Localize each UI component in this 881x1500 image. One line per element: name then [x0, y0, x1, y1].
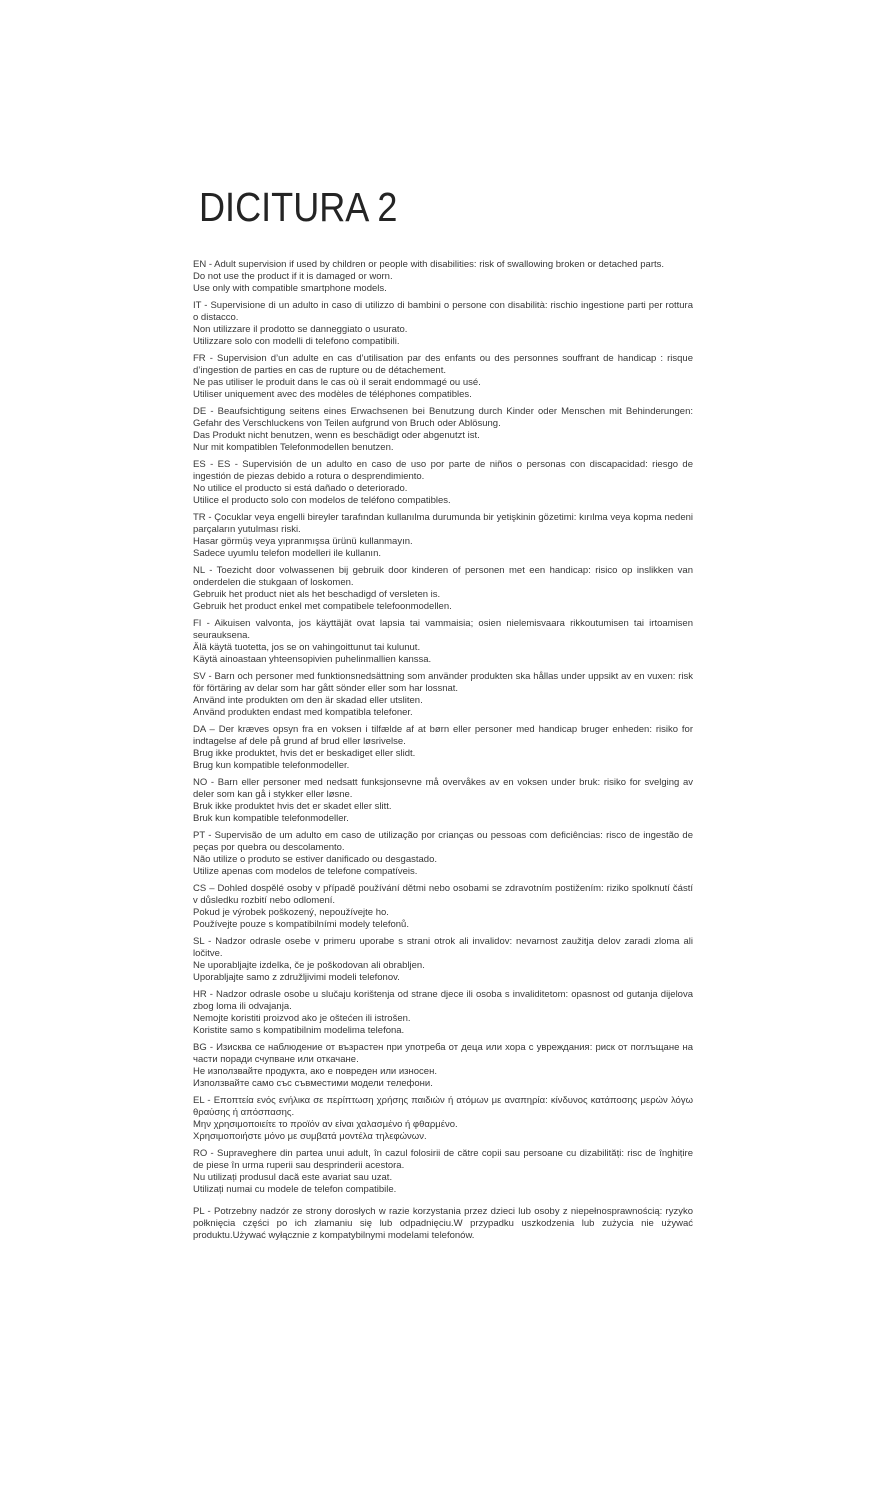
- text-line: Uporabljajte samo z združljivimi modeli telefonov.: [193, 972, 400, 984]
- text-line: Älä käytä tuotetta, jos se on vahingoittunut tai kulunut.: [193, 642, 421, 654]
- text-line: Käytä ainoastaan yhteensopivien puhelinmallien kanssa.: [193, 654, 432, 666]
- text-line: Ne pas utiliser le produit dans le cas où il serait endommagé ou usé.: [193, 377, 481, 389]
- lang-block-fr: [193, 353, 693, 401]
- text-line: Χρησιμοποιήστε μόνο με συμβατά μοντέλα τηλεφώνων.: [193, 1131, 427, 1143]
- lang-block-es: [193, 459, 693, 507]
- text-line: Brug ikke produktet, hvis det er beskadiget eller slidt.: [193, 748, 416, 760]
- text-line: Använd inte produkten om den är skadad eller utsliten.: [193, 695, 423, 707]
- text-line: FR - Supervision d’un adulte en cas d’utilisation par des enfants ou des personnes souffrant de handicap : risque d’ingestion de parties en cas de rupture ou de détachement.: [193, 353, 693, 377]
- text-line: Brug kun kompatible telefonmodeller.: [193, 760, 350, 772]
- lang-block-en: [193, 259, 693, 295]
- text-line: ES - ES - Supervisión de un adulto en caso de uso por parte de niños o personas con discapacidad: riesgo de ingestión de piezas debido a rotura o desprendimiento.: [193, 459, 693, 483]
- text-line: Използвайте само със съвместими модели телефони.: [193, 1078, 433, 1090]
- lang-block-de: [193, 406, 693, 454]
- lang-block-cs: [193, 883, 693, 931]
- lang-block-nl: [193, 565, 693, 613]
- lang-block-no: [193, 777, 693, 825]
- text-line: PT - Supervisão de um adulto em caso de utilização por crianças ou pessoas com deficiências: risco de ingestão de peças por quebra ou descolamento.: [193, 830, 693, 854]
- text-line: Koristite samo s kompatibilnim modelima telefona.: [193, 1025, 405, 1037]
- text-line: Utilizzare solo con modelli di telefono compatibili.: [193, 336, 400, 348]
- text-line: Das Produkt nicht benutzen, wenn es beschädigt oder abgenutzt ist.: [193, 430, 480, 442]
- lang-block-sv: [193, 671, 693, 719]
- text-line: Používejte pouze s kompatibilními modely telefonů.: [193, 919, 409, 931]
- lang-block-tr: [193, 512, 693, 560]
- text-line: Не използвайте продукта, ако е повреден или износен.: [193, 1066, 437, 1078]
- lang-block-bg: [193, 1042, 693, 1090]
- text-line: BG - Изисква се наблюдение от възрастен при употреба от деца или хора с увреждания: риск от поглъщане на части поради счупване или откачане.: [193, 1042, 693, 1066]
- text-line: TR - Çocuklar veya engelli bireyler tarafından kullanılma durumunda bir yetişkinin gözetimi: kırılma veya kopma nedeni parçaların yutulması riski.: [193, 512, 693, 536]
- lang-block-el: [193, 1095, 693, 1143]
- lang-block-fi: [193, 618, 693, 666]
- lang-block-sl: [193, 936, 693, 984]
- lang-block-ro: [193, 1148, 693, 1196]
- text-line: NL - Toezicht door volwassenen bij gebruik door kinderen of personen met een handicap: risico op inslikken van onderdelen die stukgaan of loskomen.: [193, 565, 693, 589]
- text-line: HR - Nadzor odrasle osobe u slučaju korištenja od strane djece ili osoba s invaliditetom: opasnost od gutanja dijelova zbog loma ili odvajanja.: [193, 989, 693, 1013]
- lang-block-pt: [193, 830, 693, 878]
- lang-block-it: [193, 300, 693, 348]
- text-line: Utilize apenas com modelos de telefone compatíveis.: [193, 866, 418, 878]
- text-line: DE - Beaufsichtigung seitens eines Erwachsenen bei Benutzung durch Kinder oder Menschen mit Behinderungen: Gefahr des Verschluckens von Teilen aufgrund von Bruch oder Ablösung.: [193, 406, 693, 430]
- text-line: FI - Aikuisen valvonta, jos käyttäjät ovat lapsia tai vammaisia; osien nielemisvaara rikkoutumisen tai irtoamisen seurauksena.: [193, 618, 693, 642]
- lang-block-da: [193, 724, 693, 772]
- text-line: Gebruik het product niet als het beschadigd of versleten is.: [193, 589, 441, 601]
- text-line: Pokud je výrobek poškozený, nepoužívejte ho.: [193, 907, 389, 919]
- text-line: Bruk ikke produktet hvis det er skadet eller slitt.: [193, 801, 392, 813]
- text-line: Use only with compatible smartphone models.: [193, 283, 387, 295]
- text-line: Utilice el producto solo con modelos de teléfono compatibles.: [193, 495, 451, 507]
- text-line: Bruk kun kompatible telefonmodeller.: [193, 813, 349, 825]
- text-line: Nu utilizați produsul dacă este avariat sau uzat.: [193, 1172, 393, 1184]
- text-line: CS – Dohled dospělé osoby v případě používání dětmi nebo osobami se zdravotním postižením: riziko spolknutí částí v důsledku rozbití nebo odlomení.: [193, 883, 693, 907]
- text-line: EN - Adult supervision if used by children or people with disabilities: risk of swallowing broken or detached parts.: [193, 259, 665, 271]
- text-line: Sadece uyumlu telefon modelleri ile kullanın.: [193, 548, 381, 560]
- text-line: Ne uporabljajte izdelka, če je poškodovan ali obrabljen.: [193, 960, 425, 972]
- text-line: Nur mit kompatiblen Telefonmodellen benutzen.: [193, 442, 394, 454]
- text-line: Non utilizzare il prodotto se danneggiato o usurato.: [193, 324, 408, 336]
- text-line: Hasar görmüş veya yıpranmışsa ürünü kullanmayın.: [193, 536, 413, 548]
- text-line: RO - Supraveghere din partea unui adult, în cazul folosirii de către copii sau persoane cu dizabilități: risc de înghițire de piese în urma ruperii sau desprinderii acestora.: [193, 1148, 693, 1172]
- text-line: PL - Potrzebny nadzór ze strony dorosłych w razie korzystania przez dzieci lub osoby z niepełnosprawnością: ryzyko połknięcia części po ich złamaniu się lub odpadnięciu.W przypadku uszkodzenia lub zużycia nie używać produktu.Używać wyłącznie z kompatybilnymi modelami telefonów.: [193, 1206, 693, 1242]
- text-line: SV - Barn och personer med funktionsnedsättning som använder produkten ska hållas under uppsikt av en vuxen: risk för förtäring av delar som har gått sönder eller som har lossnat.: [193, 671, 693, 695]
- lang-block-hr: [193, 989, 693, 1037]
- lang-block-pl: [193, 1206, 693, 1242]
- text-line: EL - Εποπτεία ενός ενήλικα σε περίπτωση χρήσης παιδιών ή ατόμων με αναπηρία: κίνδυνος κατάποσης μερών λόγω θραύσης ή απόσπασης.: [193, 1095, 693, 1119]
- text-line: Utilizați numai cu modele de telefon compatibile.: [193, 1184, 397, 1196]
- text-line: SL - Nadzor odrasle osebe v primeru uporabe s strani otrok ali invalidov: nevarnost zaužitja delov zaradi zloma ali ločitve.: [193, 936, 693, 960]
- text-line: Gebruik het product enkel met compatibele telefoonmodellen.: [193, 601, 452, 613]
- text-line: Do not use the product if it is damaged or worn.: [193, 271, 393, 283]
- document-content: [193, 186, 693, 1247]
- text-line: Nemojte koristiti proizvod ako je oštećen ili istrošen.: [193, 1013, 411, 1025]
- text-line: No utilice el producto si está dañado o deteriorado.: [193, 483, 408, 495]
- text-line: NO - Barn eller personer med nedsatt funksjonsevne må overvåkes av en voksen under bruk: risiko for svelging av deler som kan gå i stykker eller løsne.: [193, 777, 693, 801]
- text-line: IT - Supervisione di un adulto in caso di utilizzo di bambini o persone con disabilità: rischio ingestione parti per rottura o distacco.: [193, 300, 693, 324]
- text-line: Μην χρησιμοποιείτε το προϊόν αν είναι χαλασμένο ή φθαρμένο.: [193, 1119, 458, 1131]
- page-title: DICITURA 2: [199, 184, 398, 230]
- text-line: Não utilize o produto se estiver danificado ou desgastado.: [193, 854, 437, 866]
- text-line: DA – Der kræves opsyn fra en voksen i tilfælde af at børn eller personer med handicap bruger enheden: risiko for indtagelse af dele på grund af brud eller løsrivelse.: [193, 724, 693, 748]
- text-line: Använd produkten endast med kompatibla telefoner.: [193, 707, 413, 719]
- text-line: Utiliser uniquement avec des modèles de téléphones compatibles.: [193, 389, 472, 401]
